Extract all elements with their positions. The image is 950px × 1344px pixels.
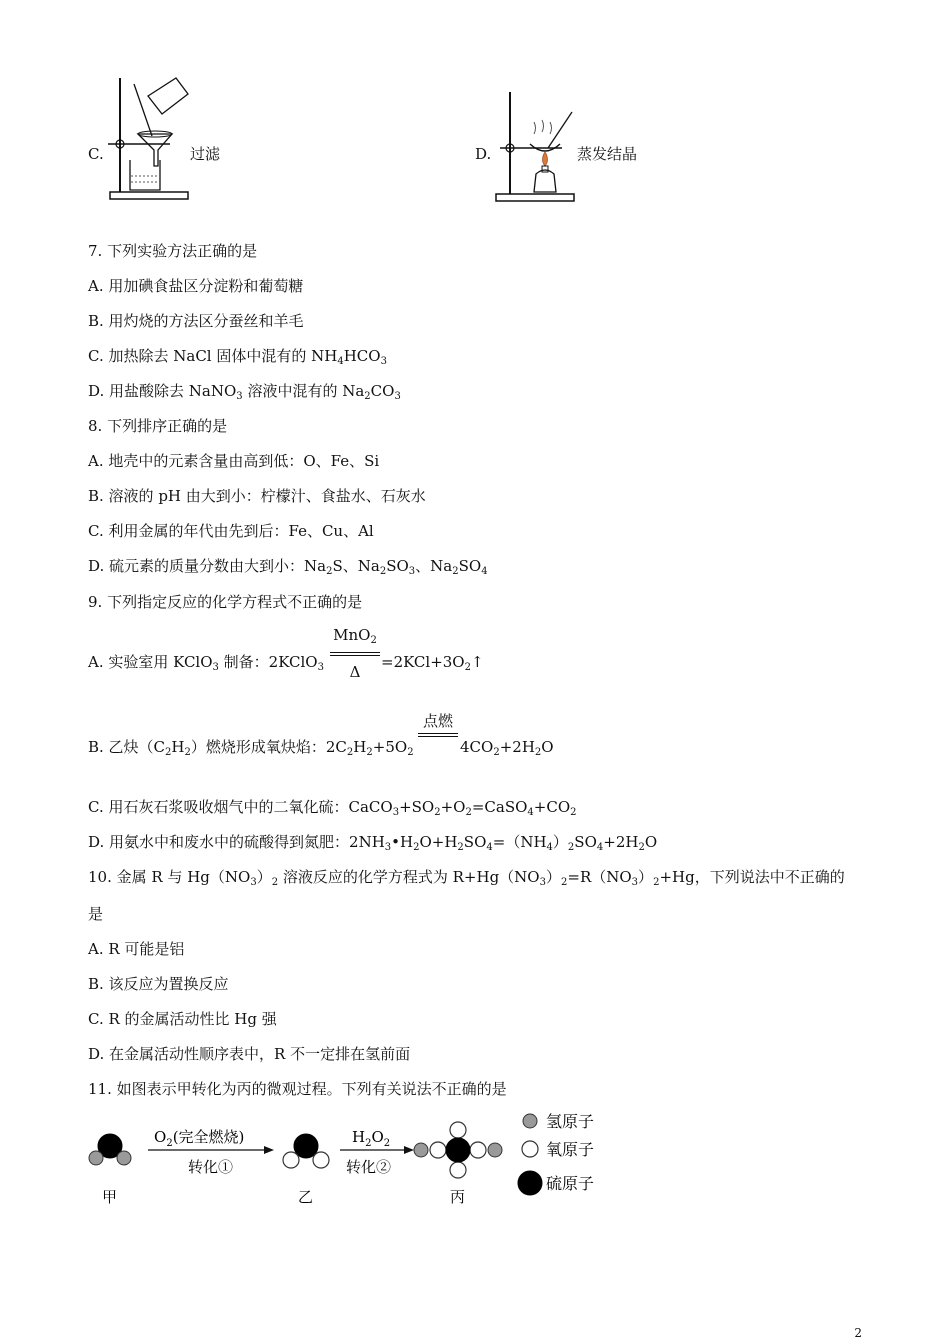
q8-option-a: A. 地壳中的元素含量由高到低：O、Fe、Si <box>88 452 380 470</box>
label-yi: 乙 <box>298 1188 314 1206</box>
q6-option-d-text: 蒸发结晶 <box>577 145 638 163</box>
q9-a-condition-heat: Δ <box>349 663 361 681</box>
q11-stem: 11. 如图表示甲转化为丙的微观过程。下列有关说法不正确的是 <box>88 1080 507 1098</box>
arrow1-condition: $O_2$(完全燃烧) <box>154 1128 245 1149</box>
q6-option-d-label: D. <box>475 145 492 163</box>
q9-option-b-right: $4CO_2+2H_2O$ <box>460 738 554 758</box>
arrow2-step-label: 转化② <box>346 1158 392 1176</box>
arrow1-step-label: 转化① <box>188 1158 234 1176</box>
legend-oxygen: 氧原子 <box>546 1140 595 1159</box>
q9-option-c: C. 用石灰石浆吸收烟气中的二氧化硫：$CaCO_3+SO_2+O_2=CaSO_4+CO_2$ <box>88 798 577 818</box>
legend <box>518 1112 594 1195</box>
q10-stem: 10. 金属 R 与 $Hg(NO_3)_2$ 溶液反应的化学方程式为 $R+Hg(NO_3)_2=R(NO_3)_2+Hg$，下列说法中不正确的 <box>88 868 845 888</box>
q7-option-b: B. 用灼烧的方法区分蚕丝和羊毛 <box>88 312 304 330</box>
legend-hydrogen: 氢原子 <box>546 1112 595 1131</box>
q9-option-b-left: B. 乙炔$(C_2H_2)$燃烧形成氧炔焰：$2C_2H_2+5O_2$ <box>88 738 414 758</box>
molecule-jia <box>89 1134 131 1165</box>
molecule-bing <box>414 1122 502 1178</box>
q10-option-b: B. 该反应为置换反应 <box>88 975 229 993</box>
q7-option-a: A. 用加碘食盐区分淀粉和葡萄糖 <box>88 277 304 295</box>
label-bing: 丙 <box>450 1188 466 1206</box>
q9-stem: 9. 下列指定反应的化学方程式不正确的是 <box>88 593 363 611</box>
legend-sulfur: 硫原子 <box>546 1174 595 1193</box>
label-jia: 甲 <box>102 1188 118 1206</box>
arrow2-condition: $H_2O_2$ <box>352 1128 391 1149</box>
q7-option-d: D. 用盐酸除去 NaNO$_3$ 溶液中混有的 $Na_2CO_3$ <box>88 382 401 402</box>
q10-option-c: C. R 的金属活动性比 Hg 强 <box>88 1010 277 1028</box>
q10-option-d: D. 在金属活动性顺序表中，R 不一定排在氢前面 <box>88 1045 411 1063</box>
q7-stem: 7. 下列实验方法正确的是 <box>88 242 258 260</box>
q9-b-double-line <box>418 733 458 737</box>
q9-b-condition-ignite: 点燃 <box>422 712 453 730</box>
evaporation-apparatus-image <box>490 88 582 206</box>
q10-stem-line2: 是 <box>88 905 104 923</box>
q8-option-b: B. 溶液的 pH 由大到小：柠檬汁、食盐水、石灰水 <box>88 487 426 505</box>
q8-option-d: D. 硫元素的质量分数由大到小：$Na_2S$、$Na_2SO_3$、$Na_2SO_4$ <box>88 557 488 577</box>
q10-option-a: A. R 可能是铝 <box>88 940 185 958</box>
page-number: 2 <box>854 1326 862 1340</box>
q11-micro-process-diagram <box>84 1108 624 1214</box>
q6-option-c-text: 过滤 <box>190 145 221 163</box>
q9-a-double-line <box>330 652 380 656</box>
q8-option-c: C. 利用金属的年代由先到后：Fe、Cu、Al <box>88 522 374 540</box>
q9-option-d: D. 用氨水中和废水中的硫酸得到氮肥：$2NH_3•H_2O+H_2SO_4=(NH_4)_2SO_4+2H_2O$ <box>88 833 658 853</box>
molecule-yi <box>283 1134 329 1168</box>
q8-stem: 8. 下列排序正确的是 <box>88 417 228 435</box>
q9-option-a-right: $=2KCl+3O_2↑$ <box>381 653 484 673</box>
q6-option-c-label: C. <box>88 145 104 163</box>
filtration-apparatus-image <box>100 74 200 206</box>
q9-a-condition-catalyst: MnO$_2$ <box>333 626 377 646</box>
q9-option-a-left: A. 实验室用 KClO$_3$ 制备：2KClO$_3$ <box>88 653 324 673</box>
q7-option-c: C. 加热除去 NaCl 固体中混有的 $NH_4HCO_3$ <box>88 347 387 367</box>
